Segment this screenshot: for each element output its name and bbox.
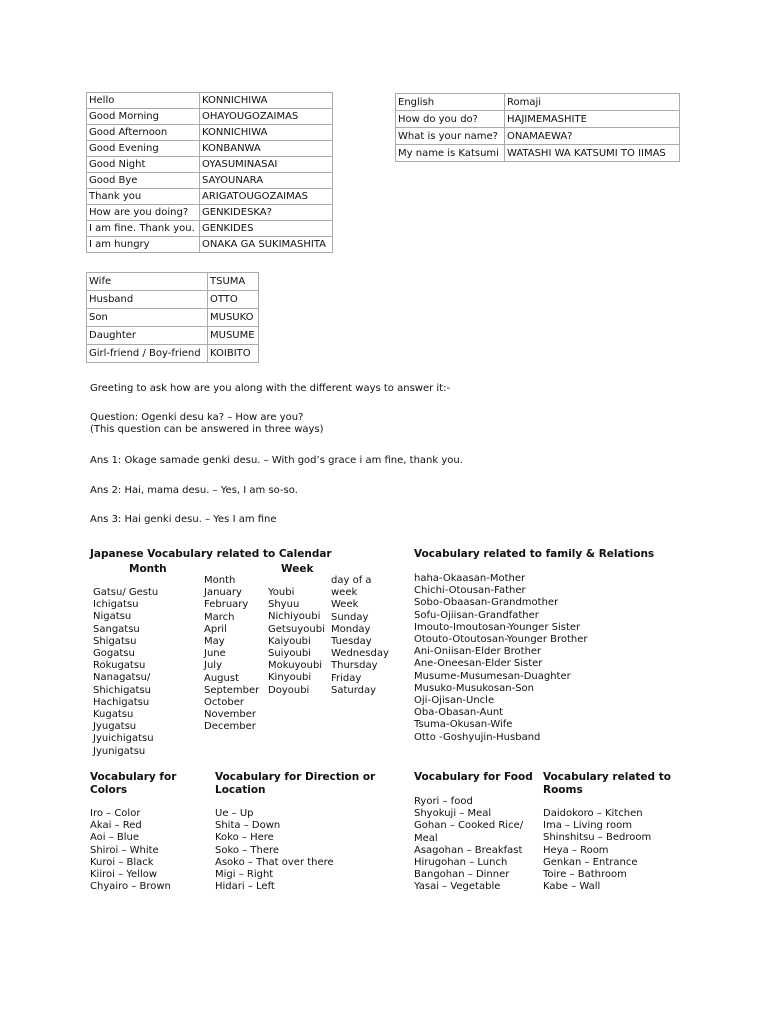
list-item: December: [204, 721, 256, 733]
list-item: Getsuyoubi: [268, 623, 325, 635]
list-item: Wednesday: [331, 648, 389, 660]
table-row: [87, 93, 333, 109]
list-item: Soko – There: [215, 844, 280, 856]
romaji-cell: KONNICHIWA: [200, 93, 333, 109]
list-item: Akai – Red: [90, 820, 142, 832]
direction-heading-line-2: Location: [215, 784, 266, 796]
romaji-cell: WATASHI WA KATSUMI TO IIMAS: [505, 145, 680, 162]
table-row: [396, 111, 680, 128]
list-item: Daidokoro – Kitchen: [543, 808, 643, 819]
list-item: Yasai – Vegetable: [414, 881, 501, 893]
list-item: Iro – Color: [90, 808, 141, 819]
list-item: Shita – Down: [215, 820, 281, 832]
direction-heading-line-1: Vocabulary for Direction or: [215, 771, 376, 783]
table-row: [87, 157, 333, 173]
list-item: May: [204, 636, 225, 648]
table-row: [87, 205, 333, 221]
list-item: Hachigatsu: [93, 696, 150, 708]
list-item: haha-Okaasan-Mother: [414, 573, 526, 584]
week-english-list: [331, 575, 389, 697]
list-item: day of a: [331, 575, 372, 586]
list-item: Oba-Obasan-Aunt: [414, 707, 504, 719]
table-row: [87, 309, 259, 327]
table-row: [87, 109, 333, 125]
list-item: Ichigatsu: [93, 599, 139, 611]
romaji-cell: KONNICHIWA: [200, 125, 333, 141]
list-item: Jyugatsu: [93, 721, 137, 733]
calendar-heading: Japanese Vocabulary related to Calendar: [90, 548, 332, 560]
romaji-cell: OTTO: [208, 291, 259, 309]
english-cell: My name is Katsumi: [396, 145, 505, 162]
colors-heading-line-1: Vocabulary for: [90, 771, 177, 783]
english-cell: Good Evening: [87, 141, 200, 157]
english-cell: I am hungry: [87, 237, 200, 253]
english-cell: How do you do?: [396, 111, 505, 128]
list-item: February: [204, 599, 249, 611]
list-item: Bangohan – Dinner: [414, 869, 510, 881]
romaji-cell: ARIGATOUGOZAIMAS: [200, 189, 333, 205]
list-item: Aoi – Blue: [90, 832, 140, 844]
list-item: Tsuma-Okusan-Wife: [414, 719, 513, 731]
colors-heading: [90, 771, 176, 797]
list-item: Ima – Living room: [543, 820, 632, 832]
english-cell: Son: [87, 309, 208, 327]
romaji-cell: Romaji: [505, 94, 680, 111]
direction-heading: [215, 771, 375, 797]
romaji-cell: MUSUME: [208, 327, 259, 345]
list-item: August: [204, 672, 239, 684]
list-item: Gohan – Cooked Rice/: [414, 820, 524, 832]
romaji-cell: OHAYOUGOZAIMAS: [200, 109, 333, 125]
list-item: Kaiyoubi: [268, 635, 311, 647]
list-item: Genkan – Entrance: [543, 856, 638, 868]
list-item: Mokuyoubi: [268, 660, 323, 672]
colors-heading-line-2: Colors: [90, 784, 128, 796]
english-cell: Husband: [87, 291, 208, 309]
rooms-heading: [543, 771, 671, 797]
list-item: June: [204, 648, 226, 660]
list-item: Shyuu: [268, 599, 300, 611]
romaji-cell: KOIBITO: [208, 345, 259, 363]
question-text: Question: Ogenki desu ka? – How are you?: [90, 412, 304, 423]
relations-list: [414, 573, 588, 744]
list-item: Chichi-Otousan-Father: [414, 585, 526, 597]
table-row: [87, 291, 259, 309]
list-item: Shigatsu: [93, 635, 137, 647]
list-item: Tuesday: [331, 636, 372, 648]
list-item: Sofu-Ojiisan-Grandfather: [414, 609, 539, 621]
romaji-cell: ONAKA GA SUKIMASHITA: [200, 237, 333, 253]
english-cell: Daughter: [87, 327, 208, 345]
list-item: Month: [204, 575, 236, 586]
list-item: Meal: [414, 832, 438, 844]
romaji-cell: TSUMA: [208, 273, 259, 291]
list-item: Jyuichigatsu: [93, 733, 154, 745]
english-cell: Good Bye: [87, 173, 200, 189]
list-item: Rokugatsu: [93, 660, 146, 672]
list-item: Ane-Oneesan-Elder Sister: [414, 658, 543, 670]
list-item: Shinshitsu – Bedroom: [543, 832, 652, 844]
rooms-heading-line-2: Rooms: [543, 784, 583, 796]
table-row: [87, 221, 333, 237]
list-item: Gogatsu: [93, 648, 135, 660]
list-item: Asagohan – Breakfast: [414, 844, 523, 856]
greeting-intro-text: Greeting to ask how are you along with the different ways to answer it:-: [90, 383, 451, 394]
english-cell: How are you doing?: [87, 205, 200, 221]
greetings-table-body: [87, 93, 333, 253]
romaji-cell: GENKIDESKA?: [200, 205, 333, 221]
romaji-cell: ONAMAEWA?: [505, 128, 680, 145]
romaji-cell: MUSUKO: [208, 309, 259, 327]
list-item: Kabe – Wall: [543, 881, 601, 893]
list-item: Oji-Ojisan-Uncle: [414, 695, 495, 707]
food-heading: Vocabulary for Food: [414, 771, 533, 783]
romaji-cell: SAYOUNARA: [200, 173, 333, 189]
direction-list: [215, 808, 334, 893]
month-heading: Month: [129, 563, 167, 575]
list-item: Otto -Goshyujin-Husband: [414, 731, 541, 743]
list-item: Shichigatsu: [93, 684, 152, 696]
list-item: Kuroi – Black: [90, 856, 154, 868]
romaji-cell: KONBANWA: [200, 141, 333, 157]
greetings-table: [86, 92, 333, 253]
list-item: September: [204, 684, 260, 696]
rooms-list: [543, 808, 651, 893]
list-item: Youbi: [268, 587, 295, 598]
introduction-table-body: [396, 94, 680, 162]
table-row: [87, 273, 259, 291]
list-item: Nichiyoubi: [268, 611, 321, 623]
english-cell: Hello: [87, 93, 200, 109]
list-item: Koko – Here: [215, 832, 274, 844]
list-item: Ryori – food: [414, 796, 473, 807]
table-row: [396, 128, 680, 145]
rooms-heading-line-1: Vocabulary related to: [543, 771, 671, 783]
answer-2-text: Ans 2: Hai, mama desu. – Yes, I am so-so.: [90, 485, 298, 496]
list-item: Asoko – That over there: [215, 856, 334, 868]
list-item: Jyunigatsu: [93, 745, 146, 757]
list-item: Gatsu/ Gestu: [93, 587, 159, 598]
list-item: Toire – Bathroom: [543, 869, 627, 881]
list-item: Kugatsu: [93, 709, 134, 721]
table-row: [396, 94, 680, 111]
english-cell: I am fine. Thank you.: [87, 221, 200, 237]
list-item: Migi – Right: [215, 869, 274, 881]
list-item: Sobo-Obaasan-Grandmother: [414, 597, 559, 609]
english-cell: Good Afternoon: [87, 125, 200, 141]
list-item: Nanagatsu/: [93, 672, 151, 684]
romaji-cell: OYASUMINASAI: [200, 157, 333, 173]
table-row: [87, 125, 333, 141]
answer-3-text: Ans 3: Hai genki desu. – Yes I am fine: [90, 514, 277, 525]
list-item: Musuko-Musukosan-Son: [414, 682, 535, 694]
list-item: November: [204, 709, 257, 721]
list-item: Week: [331, 599, 359, 611]
list-item: Hidari – Left: [215, 881, 275, 893]
list-item: Chyairo – Brown: [90, 881, 171, 893]
table-row: [87, 345, 259, 363]
table-row: [87, 189, 333, 205]
list-item: Doyoubi: [268, 684, 310, 696]
month-japanese-list: [93, 587, 158, 758]
list-item: March: [204, 611, 235, 623]
list-item: Suiyoubi: [268, 648, 311, 660]
week-japanese-list: [268, 587, 325, 697]
english-cell: Good Morning: [87, 109, 200, 125]
list-item: Shyokuji – Meal: [414, 808, 492, 820]
romaji-cell: GENKIDES: [200, 221, 333, 237]
english-cell: Good Night: [87, 157, 200, 173]
english-cell: Wife: [87, 273, 208, 291]
list-item: Imouto-Imoutosan-Younger Sister: [414, 621, 581, 633]
list-item: Nigatsu: [93, 611, 132, 623]
food-list: [414, 796, 523, 894]
list-item: Musume-Musumesan-Duaghter: [414, 670, 571, 682]
list-item: Ani-Oniisan-Elder Brother: [414, 646, 542, 658]
answer-1-text: Ans 1: Okage samade genki desu. – With god’s grace i am fine, thank you.: [90, 455, 463, 466]
week-heading: Week: [281, 563, 314, 575]
list-item: Monday: [331, 623, 371, 635]
table-row: [87, 327, 259, 345]
question-note-text: (This question can be answered in three ways): [90, 424, 324, 435]
table-row: [87, 141, 333, 157]
table-row: [87, 173, 333, 189]
list-item: April: [204, 623, 227, 635]
list-item: January: [204, 587, 242, 599]
english-cell: Thank you: [87, 189, 200, 205]
list-item: Kinyoubi: [268, 672, 312, 684]
list-item: Friday: [331, 672, 362, 684]
list-item: Thursday: [331, 660, 378, 672]
list-item: October: [204, 697, 245, 709]
english-cell: Girl-friend / Boy-friend: [87, 345, 208, 363]
list-item: Sangatsu: [93, 623, 140, 635]
list-item: Saturday: [331, 684, 377, 696]
english-cell: What is your name?: [396, 128, 505, 145]
colors-list: [90, 808, 171, 893]
list-item: Otouto-Otoutosan-Younger Brother: [414, 634, 588, 646]
relations-heading: Vocabulary related to family & Relations: [414, 548, 655, 560]
list-item: Sunday: [331, 611, 369, 623]
list-item: week: [331, 587, 358, 599]
month-english-list: [204, 575, 259, 734]
english-cell: English: [396, 94, 505, 111]
list-item: Heya – Room: [543, 844, 609, 856]
introduction-table: [395, 93, 680, 162]
list-item: Ue – Up: [215, 808, 254, 819]
list-item: Shiroi – White: [90, 844, 159, 856]
family-table-body: [87, 273, 259, 363]
table-row: [87, 237, 333, 253]
family-table: [86, 272, 259, 363]
romaji-cell: HAJIMEMASHITE: [505, 111, 680, 128]
list-item: Hirugohan – Lunch: [414, 857, 508, 869]
table-row: [396, 145, 680, 162]
list-item: July: [204, 660, 222, 672]
list-item: Kiiroi – Yellow: [90, 869, 158, 881]
